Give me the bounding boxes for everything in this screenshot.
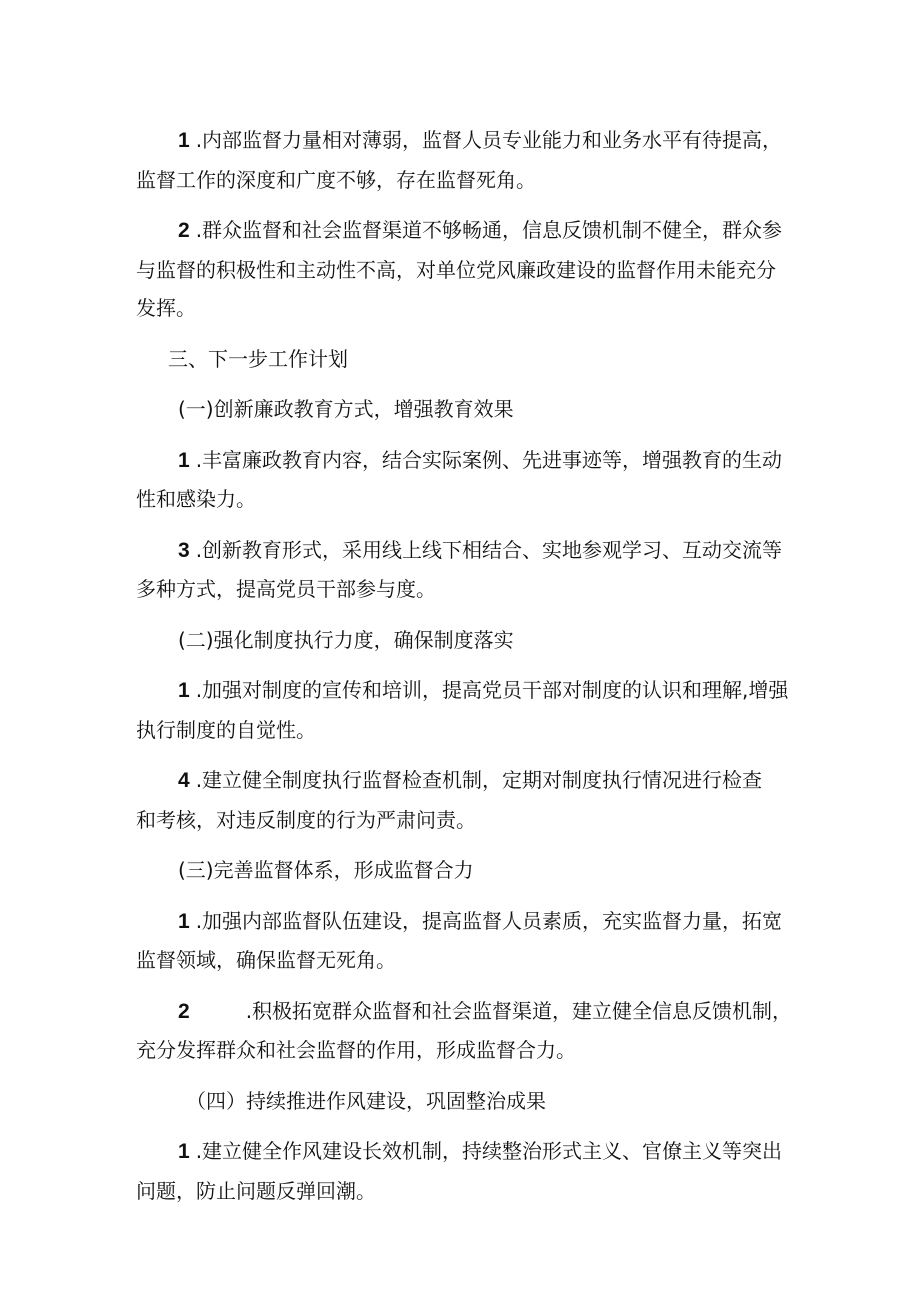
line-text: 监督领域，确保监督无死角。: [136, 948, 396, 972]
line-text: (二)强化制度执行力度，确保制度落实: [178, 627, 514, 652]
text-line: [136, 390, 796, 429]
text-line: [136, 761, 796, 801]
item-number: 1: [178, 129, 190, 152]
item-number: 3: [178, 538, 190, 562]
item-number: 4: [178, 769, 190, 792]
text-line: [136, 1172, 796, 1211]
line-text: .建立健全制度执行监督检查机制，定期对制度执行情况进行检查: [195, 768, 763, 792]
line-text: 监督工作的深度和广度不够，存在监督死角。: [136, 167, 536, 192]
line-text: 多种方式，提高党员干部参与度。: [136, 577, 436, 601]
text-line: [136, 340, 796, 379]
text-line: [136, 570, 796, 609]
line-text: (一)创新廉政教育方式，增强教育效果: [178, 397, 514, 421]
section-heading: [136, 851, 796, 890]
text-line: [136, 941, 796, 980]
line-text: (三)完善监督体系，形成监督合力: [178, 858, 474, 882]
item-number: 2: [178, 219, 190, 242]
text-line: [136, 992, 796, 1032]
text-line: [136, 621, 796, 660]
line-text: （四）持续推进作风建设，巩固整治成果: [186, 1088, 546, 1113]
line-text: 执行制度的自觉性。: [136, 717, 316, 742]
text-line: [136, 251, 796, 290]
text-line: [136, 902, 796, 942]
text-line: [136, 289, 796, 328]
text-line: [136, 211, 796, 251]
line-text: .丰富廉政教育内容，结合实际案例、先进事迹等，增强教育的生动: [195, 447, 783, 472]
list-item-paragraph: [136, 902, 796, 980]
section-heading: [136, 621, 796, 660]
section-heading: [136, 390, 796, 429]
item-number: 1: [178, 448, 190, 472]
text-line: [136, 851, 796, 890]
line-text: 和考核，对违反制度的行为严肃问责。: [136, 807, 476, 832]
line-text: .加强对制度的宣传和培训，提高党员干部对制度的认识和理解,增强: [195, 678, 789, 702]
document-body: [136, 121, 796, 1222]
line-text: 充分发挥群众和社会监督的作用，形成监督合力。: [136, 1038, 576, 1062]
list-item-paragraph: [136, 671, 796, 749]
line-text: .群众监督和社会监督渠道不够畅通，信息反馈机制不健全，群众参: [195, 218, 783, 242]
list-item-paragraph: [136, 211, 796, 328]
text-line: [136, 711, 796, 750]
line-text: 与监督的积极性和主动性不高，对单位党风廉政建设的监督作用未能充分: [136, 257, 776, 282]
line-text: 问题，防止问题反弹回潮。: [136, 1178, 376, 1203]
item-number: 2: [178, 999, 190, 1023]
text-line: [136, 441, 796, 481]
text-line: [136, 161, 796, 200]
item-number: 1: [178, 1140, 190, 1163]
list-item-paragraph: [136, 761, 796, 839]
text-line: [136, 480, 796, 519]
text-line: [136, 801, 796, 840]
line-text: .积极拓宽群众监督和社会监督渠道，建立健全信息反馈机制，: [245, 998, 793, 1023]
text-line: [136, 1031, 796, 1070]
section-heading: [136, 340, 796, 379]
item-number: 1: [178, 679, 190, 702]
list-item-paragraph: [136, 441, 796, 519]
line-text: 三、下一步工作计划: [168, 346, 348, 371]
text-line: [136, 671, 796, 711]
list-item-paragraph: [136, 121, 796, 199]
line-text: .创新教育形式，采用线上线下相结合、实地参观学习、互动交流等: [195, 537, 783, 562]
text-line: [136, 1132, 796, 1172]
text-line: [136, 121, 796, 161]
line-text: .建立健全作风建设长效机制，持续整治形式主义、官僚主义等突出: [195, 1139, 783, 1163]
section-heading: [136, 1082, 796, 1121]
line-text: .加强内部监督队伍建设，提高监督人员素质，充实监督力量，拓宽: [195, 908, 783, 933]
list-item-paragraph: [136, 992, 796, 1070]
line-text: 发挥。: [136, 296, 196, 320]
line-text: .内部监督力量相对薄弱，监督人员专业能力和业务水平有待提高，: [195, 128, 783, 152]
list-item-paragraph: [136, 531, 796, 609]
line-text: 性和感染力。: [136, 487, 256, 511]
list-item-paragraph: [136, 1132, 796, 1210]
text-line: [136, 1082, 796, 1121]
text-line: [136, 531, 796, 571]
item-number: 1: [178, 909, 190, 933]
